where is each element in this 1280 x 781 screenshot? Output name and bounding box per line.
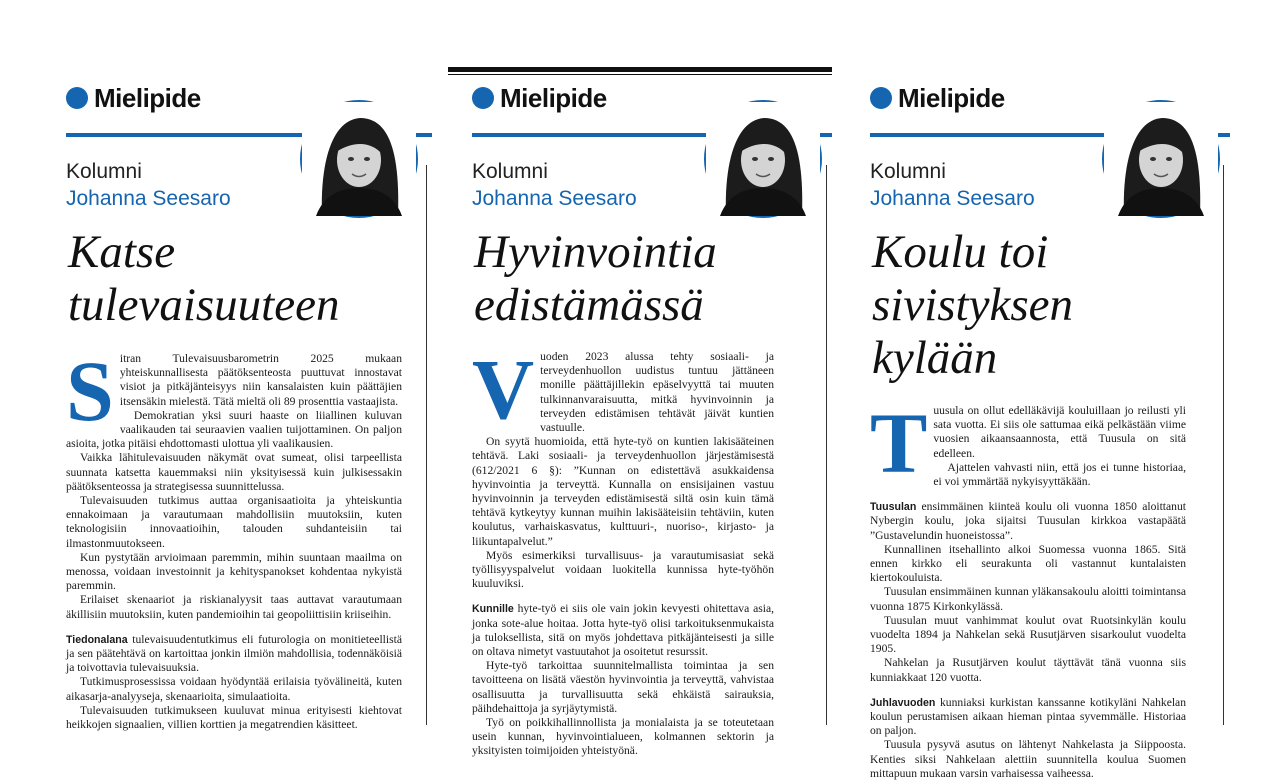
paragraph-text: ensimmäinen kiinteä koulu oli vuonna 1850 aloittanut Nybergin koulu, joka sijaitsi Tuusulan kirkkoa vastapäätä ”Gustavelundin huoneistossa”.	[870, 500, 1186, 542]
column-1	[62, 0, 432, 732]
paragraph-text: Demokratian yksi suuri haaste on liiallinen kuluvan vaalikauden tai seuraavien vaalien tuijottaminen. On paljon asioita, jotka pitäisi ehdottomasti ulottua yli vaalikausien.	[66, 408, 402, 451]
body-paragraph	[870, 656, 1186, 684]
body-paragraph	[472, 716, 774, 759]
paragraph-text: Tulevaisuuden tutkimukseen kuuluvat minua erityisesti kiehtovat heikkojen signaalien, villien korttien ja megatrendien käsitteet.	[66, 703, 402, 732]
section-label: Mielipide	[94, 82, 201, 113]
section-label: Mielipide	[500, 82, 607, 113]
article-body	[472, 341, 774, 759]
body-paragraph	[66, 675, 402, 703]
body-paragraph	[870, 543, 1186, 586]
portrait-icon	[706, 102, 820, 216]
paragraph-text: Tutkimusprosessissa voidaan hyödyntää erilaisia työvälineitä, kuten aikasarja-analyyseja, skenaarioita, simulaatioita.	[66, 675, 402, 703]
paragraph-text: kunniaksi kurkistan kanssanne kotikyläni Nahkelan koulun perustamisen aikaan hieman pintaa syvemmälle. Historiaa on paljon.	[870, 695, 1186, 738]
body-paragraph	[870, 696, 1186, 739]
paragraph-text: Myös esimerkiksi turvallisuus- ja varautumisasiat sekä työllisyyspalvelut voidaan luokitella kunnissa hyte-työhön kuuluviksi.	[472, 548, 774, 591]
paragraph-text: Vaikka lähitulevaisuuden näkymät ovat sumeat, olisi tarpeellista suunnata katsetta kauemmaksi niin yksityisessä kuin julkisessakin päätöksenteossa ja strategisessa suunnittelussa.	[66, 451, 402, 493]
body-paragraph	[472, 435, 774, 549]
section-dot-icon	[472, 87, 494, 109]
section-dot-icon	[66, 87, 88, 109]
column-2	[468, 0, 834, 758]
body-paragraph	[66, 409, 402, 452]
body-paragraph	[66, 451, 402, 494]
author-avatar	[300, 100, 418, 218]
article-kind: Kolumni	[870, 160, 946, 183]
body-paragraph	[472, 659, 774, 716]
section-header	[472, 82, 607, 114]
drop-cap: V	[472, 341, 535, 437]
portrait-icon	[1104, 102, 1218, 216]
article-title	[872, 226, 1073, 385]
drop-cap: T	[870, 395, 928, 491]
article-title	[474, 226, 717, 332]
paragraph-text: Kunnallinen itsehallinto alkoi Suomessa vuonna 1865. Sitä ennen kirkko eli seurakunta oli vastannut kuntalaisten kiertokouluista.	[870, 542, 1186, 585]
author-avatar	[1102, 100, 1220, 218]
paragraph-lead: Kunnille	[472, 603, 514, 616]
body-paragraph	[66, 352, 402, 409]
paragraph-text: uoden 2023 alussa tehty sosiaali- ja terveydenhuollon uudistus tuntuu jättäneen monille päättäjillekin epäselvyyttä tai muuten tulkinnanvaraisuutta, mitkä hyvinvoinnin ja terveyden edistämisen tehtävät jäivät kuntien vastuulle.	[540, 350, 774, 435]
body-paragraph	[66, 551, 402, 594]
body-paragraph	[66, 494, 402, 551]
paragraph-text: tulevaisuudentutkimus eli futurologia on monitieteellistä ja sen päätehtävä on kartoittaa jonkin ilmiön mahdollisia, todennäköisiä ja toivottavia tulevaisuuksia.	[66, 632, 402, 675]
author-name: Johanna Seesaro	[66, 187, 231, 210]
paragraph-text: hyte-työ ei siis ole vain jokin kevyesti ohitettava asia, jonka sote-alue hoitaa. Jotta hyte-työ olisi tarkoituksenmukaista ja tuloksellista, sitä on myös johdettava pitkäjänteisesti ja sille on oltava nimetyt vastuutahot ja osoitetut resurssit.	[472, 602, 774, 659]
paragraph-text: Hyte-työ tarkoittaa suunnitelmallista toimintaa ja sen tavoitteena on lisätä väestön hyvinvointia ja terveyttä, vahvistaa osallisuutta ja turvallisuutta sekä ehkäistä sairauksia, päihdehaittoja ja syrjäytymistä.	[472, 659, 774, 715]
body-paragraph	[472, 549, 774, 592]
paragraph-text: Tulevaisuuden tutkimus auttaa organisaatioita ja yhteiskuntia ennakoimaan ja varautumaan mahdollisiin muutoksiin, kuten teknologisiin innovaatioihin, talouden suhdanteisiin tai ilmastonmuutokseen.	[66, 494, 402, 550]
paragraph-lead: Juhlavuoden	[870, 696, 936, 709]
paragraph-text: Tuusulan muut vanhimmat koulut ovat Ruotsinkylän koulu vuodelta 1894 ja Nahkelan sekä Rusutjärven sisarkoulut vuodelta 1905.	[870, 613, 1186, 656]
article-kind: Kolumni	[472, 160, 548, 183]
body-paragraph	[870, 585, 1186, 613]
article-title	[68, 226, 339, 332]
section-dot-icon	[870, 87, 892, 109]
paragraph-text: Tuusulan ensimmäinen kunnan yläkansakoulu aloitti toimintansa vuonna 1875 Kirkonkylässä.	[870, 585, 1186, 613]
author-avatar	[704, 100, 822, 218]
section-header	[66, 82, 201, 114]
title-line: tulevaisuuteen	[68, 279, 340, 331]
title-line: kylään	[872, 332, 998, 384]
column-3	[866, 0, 1230, 780]
body-paragraph	[870, 738, 1186, 781]
body-paragraph	[870, 614, 1186, 657]
author-name: Johanna Seesaro	[870, 187, 1035, 210]
paragraph-text: uusula on ollut edelläkävijä kouluillaan jo reilusti yli sata vuotta. Ei siis ole sattumaa eikä pelkästään viime vuosien aikaansaannosta, että Tuusula on sitä edelleen.	[933, 404, 1186, 460]
article-body	[66, 343, 402, 732]
body-paragraph	[870, 500, 1186, 543]
paragraph-lead: Tiedonalana	[66, 633, 128, 646]
title-line: Hyvinvointia	[474, 226, 717, 278]
body-paragraph	[66, 593, 402, 621]
paragraph-text: Työ on poikkihallinnollista ja monialaista ja se toteutetaan usein kunnan, hyvinvointialueen, kolmannen sektorin ja yksityisten toimijoiden yhteistyönä.	[472, 716, 774, 758]
paragraph-text: Erilaiset skenaariot ja riskianalyysit taas auttavat varautumaan äkillisiin muutoksiin, kuten pandemioihin tai geopoliittisiin kriiseihin.	[66, 593, 402, 621]
paragraph-text: Nahkelan ja Rusutjärven koulut täyttävät tänä vuonna siis kunniakkaat 120 vuotta.	[870, 656, 1186, 684]
body-paragraph	[472, 602, 774, 659]
section-label: Mielipide	[898, 82, 1005, 113]
title-line: Koulu toi	[872, 226, 1049, 278]
article-body	[870, 395, 1186, 781]
section-header	[870, 82, 1005, 114]
body-paragraph	[66, 704, 402, 732]
title-line: Katse	[68, 226, 176, 278]
portrait-icon	[302, 102, 416, 216]
column-divider	[1223, 165, 1224, 725]
column-divider	[826, 165, 827, 725]
paragraph-lead: Tuusulan	[870, 501, 917, 514]
title-line: edistämässä	[474, 279, 704, 331]
paragraph-text: Kun pystytään arvioimaan paremmin, mihin suuntaan maailma on menossa, voidaan investoinnit ja kehityspanokset kohdentaa nykyistä paremmin.	[66, 550, 402, 593]
column-divider	[426, 165, 427, 725]
body-paragraph	[66, 633, 402, 676]
title-line: sivistyksen	[872, 279, 1073, 331]
article-kind: Kolumni	[66, 160, 142, 183]
author-name: Johanna Seesaro	[472, 187, 637, 210]
paragraph-text: Ajattelen vahvasti niin, että jos ei tunne historiaa, ei voi ymmärtää nykyisyyttäkään.	[933, 460, 1186, 489]
paragraph-text: itran Tulevaisuusbarometrin 2025 mukaan yhteiskunnallisesta päätöksenteosta puuttuvat innostavat visiot ja pitkäjänteisyys niin kansalaisten kuin päättäjien itsensäkin mielestä. Tätä mieltä oli 89 prosenttia vastaajista.	[119, 352, 402, 408]
drop-cap: S	[66, 343, 114, 439]
paragraph-text: Tuusula pysyvä asutus on lähtenyt Nahkelasta ja Siippoosta. Kenties siksi Nahkelaan alettiin suunnitella koulua Suomen mittapuun mukaan varsin varhaisessa vaiheessa.	[870, 738, 1186, 780]
paragraph-text: On syytä huomioida, että hyte-työ on kuntien lakisääteinen tehtävä. Laki sosiaali- ja terveydenhuollon järjestämisestä (612/2021 6 §): ”Kunnan on edistettävä asukkaidensa hyvinvointia ja terveyttä. Kunnalla on ensisijainen vastuu hyvinvoinnin ja terveyden edistämisestä siltä osin kuin tämä tehtävä kytkeytyy kunnan muihin lakisääteisiin tehtäviin, kuten koulutus, varhaiskasvatus, kulttuuri-, nuoriso-, kirjasto- ja liikuntapalvelut.”	[472, 435, 774, 548]
